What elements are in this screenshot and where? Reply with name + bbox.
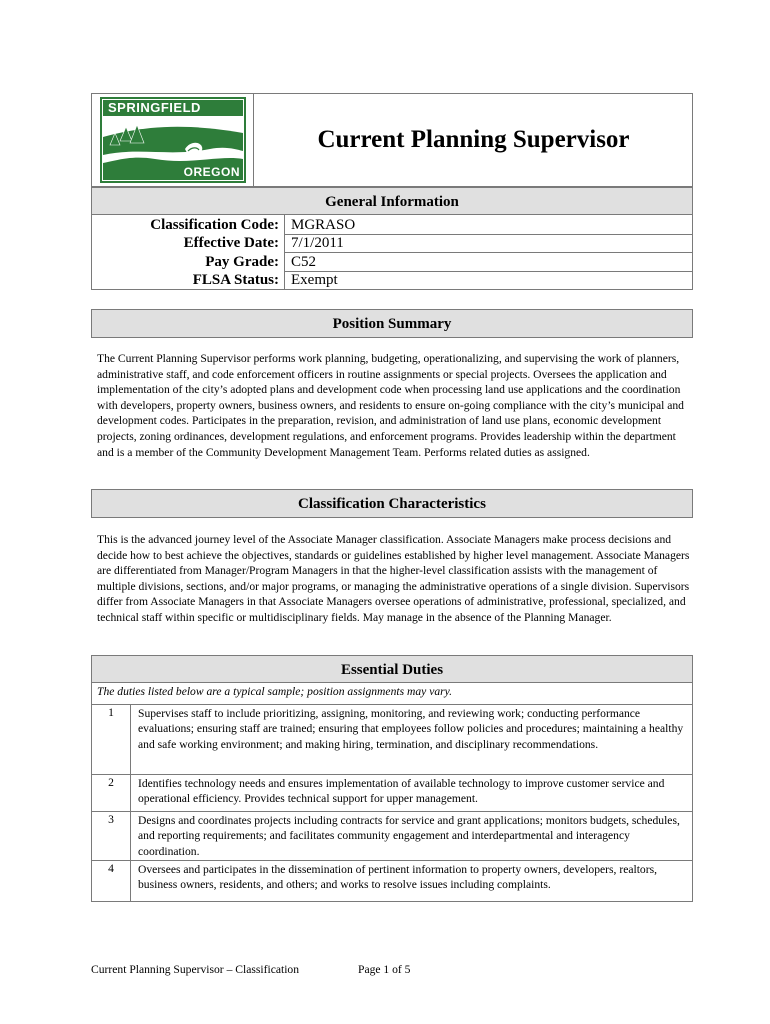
duty-text: Identifies technology needs and ensures implementation of available technology to improve customer service and operational efficiency. Provides technical support for upper management.	[138, 777, 665, 806]
duty-text: Supervises staff to include prioritizing, assigning, monitoring, and reviewing work; conducting performance evaluations; ensuring staff are trained; ensuring that employees follow policies and procedures; maintaining a healthy and safe working environment; and making hiring, termination, and disciplinary recommendations.	[138, 707, 684, 751]
duty-number: 1	[108, 706, 114, 719]
duty-text: Designs and coordinates projects including contracts for service and grant applications; monitors budgets, schedules, and reporting requirements; and facilitates community engagement and interdepartmental and interagency coordination.	[138, 814, 680, 858]
effective-date-value: 7/1/2011	[291, 235, 344, 251]
classification-code-value: MGRASO	[291, 217, 356, 233]
logo-line2: OREGON	[183, 165, 240, 179]
flsa-status-value: Exempt	[291, 272, 338, 288]
essential-duties-heading: Essential Duties	[91, 655, 693, 683]
duty-row-line	[91, 774, 693, 775]
general-info-heading: General Information	[91, 187, 693, 215]
footer-page-number: Page 1 of 5	[358, 963, 411, 976]
duty-number: 4	[108, 862, 114, 875]
kv-labels	[91, 217, 279, 291]
duty-number: 2	[108, 776, 114, 789]
duty-number: 3	[108, 813, 114, 826]
logo-line1: SPRINGFIELD	[108, 100, 201, 115]
duties-intro	[91, 682, 693, 705]
classification-characteristics-heading: Classification Characteristics	[91, 489, 693, 518]
springfield-oregon-logo	[100, 97, 246, 183]
duties-intro-text: The duties listed below are a typical sample; position assignments may vary.	[97, 685, 453, 698]
position-summary-text: The Current Planning Supervisor performs work planning, budgeting, operationalizing, and supervising the work of planners, administrative staff, and code enforcement officers in routine assignments or special projects. Oversees the application and implementation of the city’s adopted plans and development code when processing land use applications and the coordination with developers, property owners, business owners, and residents to ensure on-going compliance with the city’s municipal and development codes. Participates in the preparation, revision, and administration of land use plans, economic development projects, zoning ordinances, development regulations, and enforcement programs. Provides leadership within the department and is a member of the Community Development Management Team. Performs related duties as assigned.	[97, 352, 684, 459]
kv-row-line	[284, 252, 693, 253]
flsa-status-label: FLSA Status:	[192, 272, 279, 288]
kv-row-line	[284, 271, 693, 272]
kv-row-line	[284, 234, 693, 235]
footer-document-name: Current Planning Supervisor – Classification	[91, 963, 300, 976]
duty-row-line	[91, 860, 693, 861]
pay-grade-label: Pay Grade:	[205, 254, 279, 270]
classification-characteristics-text: This is the advanced journey level of the Associate Manager classification. Associate Managers make process decisions and decide how to best achieve the objectives, standards or guidelines established by higher level management. Associate Managers are differentiated from Manager/Program Managers in that the higher-level classification assists with the management of multiple divisions, sections, and/or major programs, or managing the administrative operations of a single division. Supervisors differ from Associate Managers in that Associate Managers oversee operations of administrative, professional, specialized, and technical staff within specific or multidisciplinary fields. May manage in the absence of the Planning Manager.	[97, 533, 690, 624]
pay-grade-value: C52	[291, 254, 317, 270]
duty-row-line	[91, 811, 693, 812]
effective-date-label: Effective Date:	[183, 235, 279, 251]
position-summary-heading: Position Summary	[91, 309, 693, 338]
page-title: Current Planning Supervisor	[317, 126, 630, 153]
classification-code-label: Classification Code:	[150, 217, 279, 233]
duty-text: Oversees and participates in the dissemination of pertinent information to property owners, developers, realtors, business owners, residents, and others; and works to resolve issues including complaints.	[138, 863, 657, 892]
